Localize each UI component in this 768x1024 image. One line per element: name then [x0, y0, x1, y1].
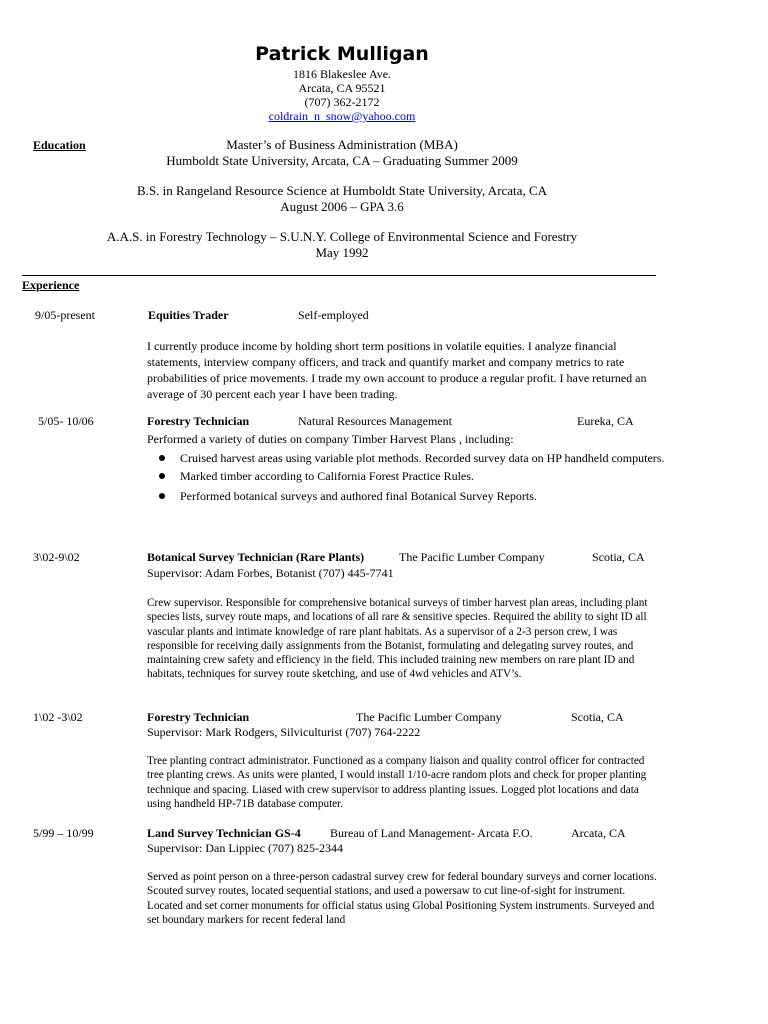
- phone-number: (707) 362-2172: [304, 95, 380, 109]
- job-location: Scotia, CA: [592, 550, 645, 564]
- job-location: Arcata, CA: [571, 826, 626, 840]
- education-line: B.S. in Rangeland Resource Science at Humboldt State University, Arcata, CA: [136, 183, 547, 198]
- bullet-icon: [159, 473, 165, 479]
- job-description: Crew supervisor. Responsible for comprehensive botanical surveys of timber harvest plan areas, including plant species lists, survey route maps, and locations of all rare & sensitive species. Required the ability to sight ID all vascular plants and intimate knowledge of rare plant habitats. As a supervisor of a 2-3 person crew, I was responsible for receiving daily assignments from the Botanist, formulating and delegating survey routes, and maintaining crew safety and efficiency in the field. This included training new members on rare plant ID and habitats, techniques for survey route sketching, and use of 4wd vehicles and ATV’s.: [147, 597, 648, 681]
- address-line-2: Arcata, CA 95521: [298, 81, 386, 95]
- job-intro: Performed a variety of duties on company Timber Harvest Plans , including:: [147, 432, 514, 446]
- education-line: Humboldt State University, Arcata, CA – Graduating Summer 2009: [166, 153, 518, 168]
- bullet-icon: [159, 455, 165, 461]
- job-location: Eureka, CA: [577, 414, 634, 428]
- job-supervisor: Supervisor: Adam Forbes, Botanist (707) 445-7741: [147, 566, 394, 580]
- bullet-icon: [159, 493, 165, 499]
- job-description: Tree planting contract administrator. Functioned as a company liaison and quality control officer for contracted tree planting crews. As units were planted, I would install 1/10-acre random plots and check for proper planting technique and spacing. Liased with crew supervisor to address planting issues. Logged plot locations and data using handheld HP-71B database computer.: [147, 755, 647, 810]
- job-location: Scotia, CA: [571, 710, 624, 724]
- job-employer: Bureau of Land Management- Arcata F.O.: [330, 826, 533, 840]
- job-employer: The Pacific Lumber Company: [399, 550, 545, 564]
- job-title: Equities Trader: [148, 308, 229, 322]
- resume-name: Patrick Mulligan: [255, 43, 429, 65]
- experience-heading: Experience: [22, 278, 80, 292]
- job-dates: 1\02 -3\02: [33, 710, 83, 724]
- section-divider: [22, 275, 656, 276]
- job-description: I currently produce income by holding short term positions in volatile equities. I analyze financial statements, interview company officers, and track and quantify market and company metrics to rate probabilities of price movements. I trade my own account to produce a regular profit. I have returned an average of 30 percent each year I have been trading.: [147, 339, 647, 401]
- email-link[interactable]: coldrain_n_snow@yahoo.com: [268, 109, 416, 123]
- job-supervisor: Supervisor: Dan Lippiec (707) 825-2344: [147, 841, 343, 855]
- job-title: Forestry Technician: [147, 710, 250, 724]
- education-line: A.A.S. in Forestry Technology – S.U.N.Y. College of Environmental Science and Forestry: [106, 229, 578, 244]
- job-supervisor: Supervisor: Mark Rodgers, Silviculturist (707) 764-2222: [147, 725, 421, 739]
- job-employer: Self-employed: [298, 308, 369, 322]
- job-title: Forestry Technician: [147, 414, 250, 428]
- education-heading: Education: [33, 138, 86, 152]
- job-title: Botanical Survey Technician (Rare Plants): [147, 550, 365, 564]
- job-employer: The Pacific Lumber Company: [356, 710, 502, 724]
- job-dates: 5/05- 10/06: [38, 414, 94, 428]
- education-line: August 2006 – GPA 3.6: [280, 199, 404, 214]
- job-description: Served as point person on a three-person cadastral survey crew for federal boundary surveys and corner locations. Scouted survey routes, located sequential stations, and used a powersaw to cut line-of-sight for instrument. Located and set corner monuments for official status using Global Positioning System instruments. Surveyed and set boundary markers for recent federal land: [147, 871, 657, 926]
- education-line: May 1992: [315, 245, 369, 260]
- job-dates: 3\02-9\02: [33, 550, 80, 564]
- job-dates: 9/05-present: [35, 308, 95, 322]
- education-line: Master’s of Business Administration (MBA): [226, 137, 458, 152]
- job-employer: Natural Resources Management: [298, 414, 452, 428]
- address-line-1: 1816 Blakeslee Ave.: [292, 67, 392, 81]
- duties-list: [147, 450, 667, 504]
- job-dates: 5/99 – 10/99: [33, 826, 94, 840]
- list-item: Cruised harvest areas using variable plot methods. Recorded survey data on HP handheld computers.: [147, 450, 667, 466]
- list-item: Marked timber according to California Forest Practice Rules.: [147, 468, 667, 484]
- job-title: Land Survey Technician GS-4: [147, 826, 301, 840]
- list-item: Performed botanical surveys and authored final Botanical Survey Reports.: [147, 488, 667, 504]
